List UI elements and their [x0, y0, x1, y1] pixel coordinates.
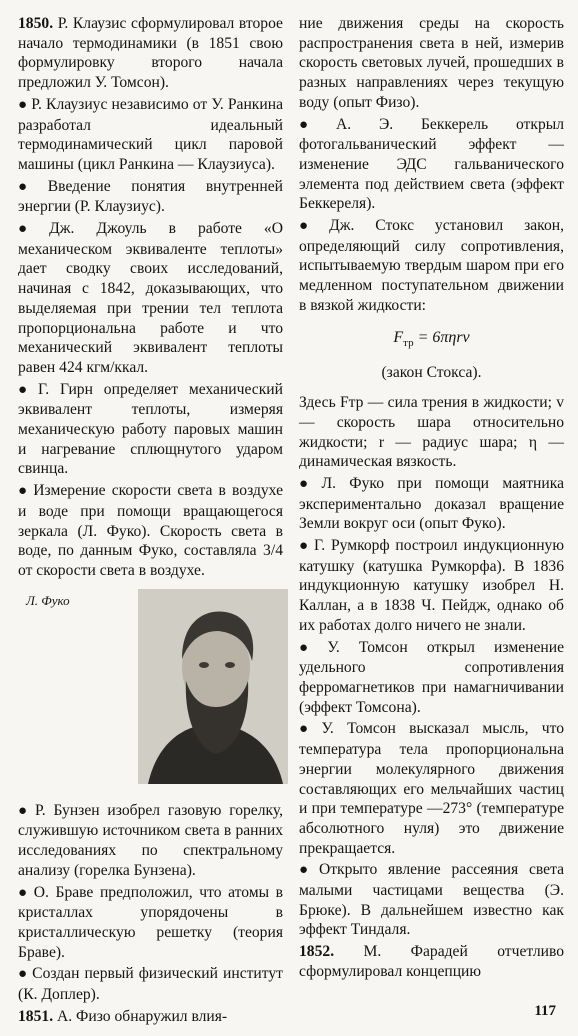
bullet-icon: ● — [18, 381, 35, 398]
right-column — [299, 14, 564, 984]
entry-text: Г. Румкорф построил индукционную катушку (катушка Румкорфа). В 1836 индукционную катушку изобрел Н. Каллан, а в 1838 Ч. Пейдж, однако об их работах долго ничего не знали. — [299, 537, 564, 634]
bullet-icon: ● — [299, 475, 318, 492]
entry-internal-energy — [18, 177, 283, 217]
bullet-icon: ● — [299, 639, 324, 656]
bullet-icon: ● — [18, 483, 30, 500]
entry-stokes — [299, 216, 564, 316]
entry-text: Создан первый физический институт (К. Доплер). — [18, 965, 283, 1004]
entry-rankine-cycle — [18, 95, 283, 175]
year-label: 1850. — [18, 15, 54, 32]
bullet-icon: ● — [18, 221, 46, 238]
entry-text: ние движения среды на скорость распространения света в ней, измерив скорость световых лучей, прошедших в разных направлениях через текущую воду (опыт Физо). — [299, 15, 564, 111]
entry-text: Дж. Джоуль в работе «О механическом эквиваленте теплоты» дает сводку своих исследований, начиная с 1842, доказывающих, что выделяемая при трении тел теплота пропорциональна работе и что механический эквивалент теплоты равен 424 кгм/ккал. — [18, 220, 283, 376]
entry-text: Дж. Стокс установил закон, определяющий силу сопротивления, испытываемую твердым шаром при его медленном поступательном движении в вязкой жидкости: — [299, 217, 564, 314]
entry-stokes-explanation — [299, 393, 564, 472]
entry-text: Л. Фуко при помощи маятника экспериментально доказал вращение Земли вокруг оси (опыт Фуко). — [299, 474, 564, 533]
bullet-icon: ● — [18, 178, 44, 195]
entry-foucault-pendulum — [299, 474, 564, 534]
entry-text: Р. Клаузиус независимо от У. Ранкина разработал идеальный термодинамический цикл паровой машины (цикл Ранкина — Клаузиуса). — [18, 95, 283, 173]
bullet-icon: ● — [299, 862, 315, 879]
bullet-icon: ● — [299, 538, 310, 555]
year-label: 1851. — [18, 1007, 54, 1025]
formula-lhs: F — [393, 328, 404, 346]
stokes-formula — [299, 328, 564, 354]
formula-subscript: тр — [403, 336, 414, 349]
entry-bravais — [18, 883, 283, 963]
bullet-icon: ● — [18, 802, 31, 819]
entry-1850-clausius — [18, 14, 283, 93]
bullet-icon: ● — [18, 96, 28, 113]
entry-text: Измерение скорости света в воздухе и воде при помощи вращающегося зеркала (Л. Фуко). Скорость света в воде, по данным Фуко, составляла 3/4 от скорости света в воздухе. — [18, 482, 284, 579]
entry-fizeau-continued — [299, 14, 564, 113]
entry-thomson-resistance — [299, 638, 564, 718]
entry-bunsen — [18, 801, 283, 881]
entry-text: М. Фарадей отчетливо сформулировал концепцию — [299, 943, 564, 980]
entry-text: У. Томсон высказал мысль, что температура тела пропорциональна энергии молекулярного движения составляющих его мельчайших частиц и при температуре —273° (температуре абсолютного нуля) это движение прекращается. — [299, 720, 565, 857]
entry-text: У. Томсон открыл изменение удельного сопротивления ферромагнетиков при намагничивании (эффект Томсона). — [299, 638, 564, 716]
bullet-icon: ● — [18, 966, 29, 983]
bullet-icon: ● — [299, 116, 332, 133]
bullet-icon: ● — [299, 218, 326, 235]
entry-1851-fizeau — [18, 1007, 283, 1027]
entry-thomson-temperature — [299, 719, 564, 858]
formula-caption: (закон Стокса). — [381, 364, 482, 382]
entry-joule — [18, 219, 283, 378]
entry-foucault-light — [18, 481, 283, 581]
page-number: 117 — [534, 1003, 556, 1019]
entry-text: А. Э. Беккерель открыл фотогальванический эффект — изменение ЭДС гальванического элемента под действием света (эффект Беккереля). — [299, 115, 564, 213]
entry-text: А. Физо обнаружил влия- — [57, 1007, 228, 1025]
portrait-photo-icon — [138, 589, 288, 784]
entry-ruhmkorff — [299, 536, 564, 636]
entry-text: Здесь Fтр — сила трения в жидкости; v — скорость шара относительно жидкости; r — радиус шара; η — динамическая вязкость. — [299, 394, 564, 471]
entry-text: Введение понятия внутренней энергии (Р. Клаузиус). — [18, 177, 283, 216]
left-column — [18, 14, 283, 1028]
entry-becquerel — [299, 115, 564, 215]
formula-rhs: = 6πηrv — [417, 328, 470, 346]
entry-text: Р. Клаузис сформулировал второе начало термодинамики (в 1851 свою формулировку второго начала предложил У. Томсон). — [18, 15, 283, 92]
bullet-icon: ● — [299, 721, 318, 738]
bullet-icon: ● — [18, 884, 30, 901]
entry-doppler-institute — [18, 964, 283, 1004]
entry-text: Г. Гирн определяет механический эквивалент теплоты, измеряя механическую работу паровых машин и нагревание сплющнутого ударом свинца. — [18, 380, 283, 478]
entry-1852-faraday — [299, 942, 564, 981]
figure-caption: Л. Фуко — [26, 592, 70, 608]
entry-text: О. Браве предположил, что атомы в кристаллах упорядочены в кристаллическую решетку (теория Браве). — [18, 883, 283, 961]
entry-brucke-scattering — [299, 860, 564, 940]
entry-text: Открыто явление рассеяния света малыми частицами вещества (Э. Брюке). В дальнейшем известно как эффект Тиндаля. — [299, 861, 565, 939]
entry-hirn — [18, 380, 283, 480]
foucault-figure — [18, 589, 283, 789]
year-label: 1852. — [299, 943, 335, 961]
entry-text: Р. Бунзен изобрел газовую горелку, служившую источником света в ранних исследованиях по спектральному анализу (горелка Бунзена). — [18, 801, 283, 879]
